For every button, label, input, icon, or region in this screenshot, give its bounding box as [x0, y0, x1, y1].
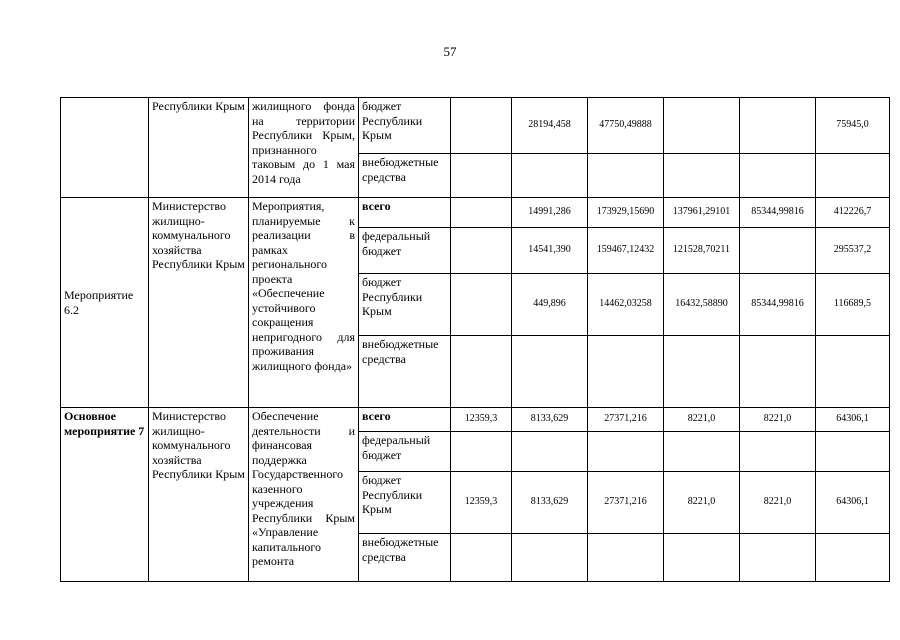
value-cell	[451, 432, 512, 472]
value-cell	[512, 432, 588, 472]
value-cell	[740, 154, 816, 198]
value-cell	[451, 336, 512, 408]
value-cell	[588, 336, 664, 408]
table-row	[61, 198, 890, 228]
value-cell: 449,896	[512, 274, 588, 336]
measure-name-cell: Мероприятие 6.2	[61, 198, 149, 408]
value-cell	[740, 98, 816, 154]
description-cell: Мероприятия, планируемые к реализации в рамках регионального проекта «Обеспечение устойчивого сокращения непригодного для проживания жилищного фонда»	[249, 198, 359, 408]
value-cell: 8133,629	[512, 472, 588, 534]
funding-source-cell: бюджет Республики Крым	[359, 472, 451, 534]
value-cell: 85344,99816	[740, 198, 816, 228]
total-cell: 75945,0	[816, 98, 890, 154]
funding-source-cell: бюджет Республики Крым	[359, 274, 451, 336]
budget-table	[60, 97, 890, 582]
value-cell: 8133,629	[512, 408, 588, 432]
value-cell: 27371,216	[588, 472, 664, 534]
value-cell	[451, 98, 512, 154]
value-cell	[740, 336, 816, 408]
funding-source-cell: внебюджетные средства	[359, 154, 451, 198]
value-cell	[512, 534, 588, 582]
funding-source-cell: внебюджетные средства	[359, 336, 451, 408]
value-cell: 8221,0	[740, 472, 816, 534]
value-cell	[664, 336, 740, 408]
value-cell	[451, 228, 512, 274]
description-cell: жилищного фонда на территории Республики Крым, признанного таковым до 1 мая 2014 года	[249, 98, 359, 198]
value-cell	[664, 432, 740, 472]
value-cell	[512, 336, 588, 408]
value-cell: 8221,0	[740, 408, 816, 432]
value-cell: 173929,15690	[588, 198, 664, 228]
executor-cell: Министерство жилищно-коммунального хозяйства Республики Крым	[149, 198, 249, 408]
table-row	[61, 408, 890, 432]
total-cell: 412226,7	[816, 198, 890, 228]
value-cell	[740, 432, 816, 472]
value-cell: 8221,0	[664, 408, 740, 432]
executor-cell: Республики Крым	[149, 98, 249, 198]
funding-source-cell: всего	[359, 198, 451, 228]
table-row	[61, 98, 890, 154]
value-cell	[451, 534, 512, 582]
value-cell: 159467,12432	[588, 228, 664, 274]
value-cell: 14541,390	[512, 228, 588, 274]
value-cell	[588, 432, 664, 472]
value-cell: 85344,99816	[740, 274, 816, 336]
total-cell	[816, 432, 890, 472]
value-cell: 137961,29101	[664, 198, 740, 228]
total-cell: 116689,5	[816, 274, 890, 336]
page-number: 57	[443, 44, 457, 59]
value-cell: 47750,49888	[588, 98, 664, 154]
funding-source-cell: всего	[359, 408, 451, 432]
total-cell: 64306,1	[816, 408, 890, 432]
value-cell	[588, 154, 664, 198]
value-cell: 27371,216	[588, 408, 664, 432]
value-cell	[740, 228, 816, 274]
funding-source-cell: внебюджетные средства	[359, 534, 451, 582]
value-cell: 12359,3	[451, 408, 512, 432]
measure-name-cell	[61, 98, 149, 198]
value-cell	[451, 274, 512, 336]
value-cell	[451, 198, 512, 228]
executor-cell: Министерство жилищно-коммунального хозяйства Республики Крым	[149, 408, 249, 582]
funding-source-cell: федеральный бюджет	[359, 228, 451, 274]
funding-source-cell: федеральный бюджет	[359, 432, 451, 472]
description-cell: Обеспечение деятельности и финансовая поддержка Государственного казенного учреждения Республики Крым «Управление капитального ремонта	[249, 408, 359, 582]
value-cell	[664, 98, 740, 154]
value-cell: 14462,03258	[588, 274, 664, 336]
value-cell	[664, 154, 740, 198]
total-cell: 295537,2	[816, 228, 890, 274]
value-cell: 14991,286	[512, 198, 588, 228]
value-cell: 8221,0	[664, 472, 740, 534]
value-cell: 121528,70211	[664, 228, 740, 274]
value-cell	[588, 534, 664, 582]
value-cell	[664, 534, 740, 582]
value-cell	[512, 154, 588, 198]
total-cell: 64306,1	[816, 472, 890, 534]
measure-name-cell: Основное мероприятие 7	[61, 408, 149, 582]
funding-source-cell: бюджет Республики Крым	[359, 98, 451, 154]
total-cell	[816, 336, 890, 408]
value-cell	[740, 534, 816, 582]
value-cell	[451, 154, 512, 198]
total-cell	[816, 534, 890, 582]
value-cell: 12359,3	[451, 472, 512, 534]
value-cell: 28194,458	[512, 98, 588, 154]
value-cell: 16432,58890	[664, 274, 740, 336]
total-cell	[816, 154, 890, 198]
